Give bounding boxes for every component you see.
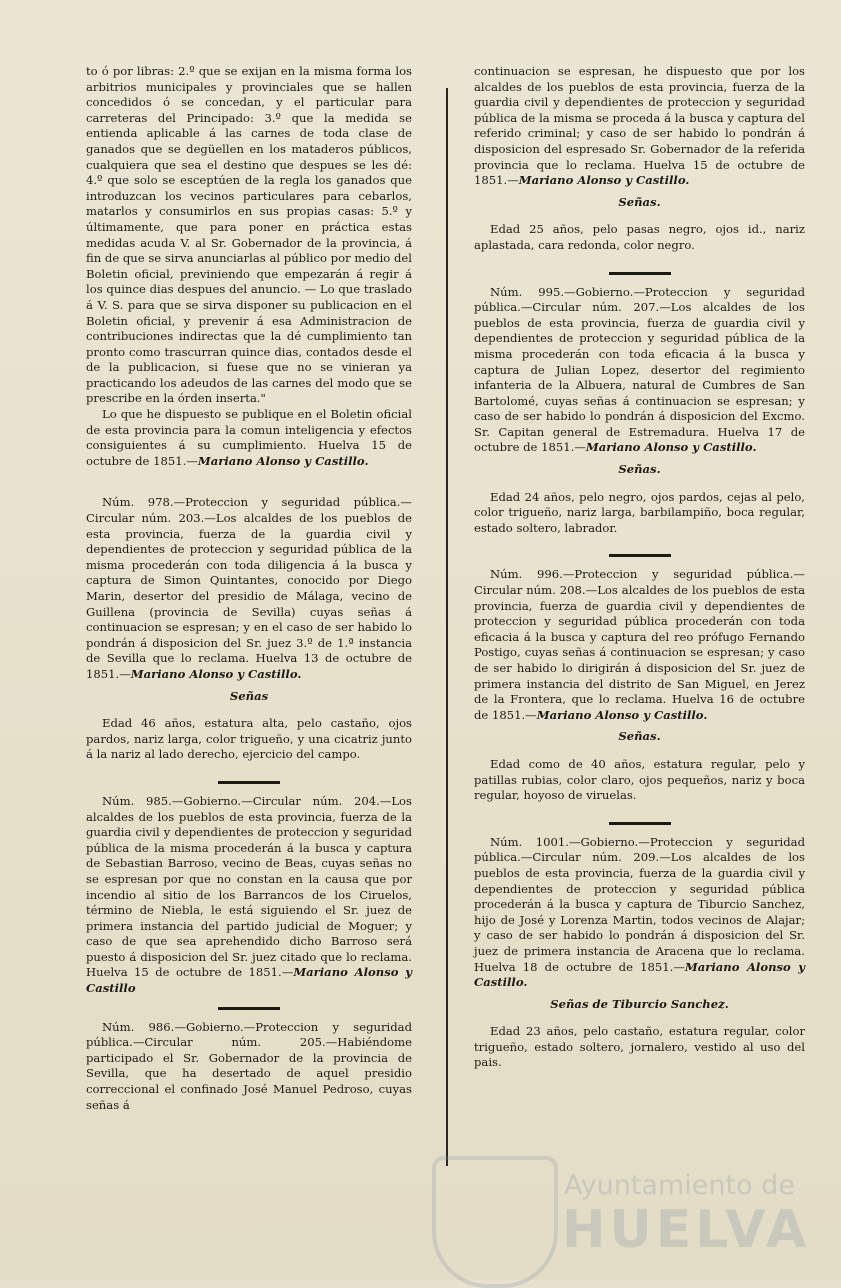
notice-986 <box>86 1020 412 1114</box>
notice-986-cont-text <box>474 64 805 189</box>
notice-986-continued <box>474 64 805 254</box>
notice-995-senas: Edad 24 años, pelo negro, ojos pardos, cejas al pelo, color trigueño, nariz larga, barbilampiño, boca regular, estado soltero, labrador. <box>474 489 805 535</box>
notice-986-text: Núm. 986.—Gobierno.—Proteccion y seguridad pública.—Circular núm. 205.—Habiéndome participado el Sr. Gobernador de la provincia de Sevilla, que ha desertado de aquel presidio correccional el confinado José Manuel Pedroso, cuyas señas á <box>86 1019 412 1112</box>
ayuntamiento-watermark <box>432 1148 812 1280</box>
notice-996-text <box>474 567 805 723</box>
notice-1001-senas: Edad 23 años, pelo castaño, estatura regular, color trigueño, estado soltero, jornalero, vestido al uso del pais. <box>474 1024 805 1070</box>
intro-signature: Mariano Alonso y Castillo. <box>197 453 369 468</box>
coat-of-arms-icon <box>432 1156 558 1288</box>
notice-996-body: Núm. 996.—Proteccion y seguridad pública.—Circular núm. 208.—Los alcaldes de los pueblos de esta provincia, fuerza de guardia civil y dependientes de proteccion y seguridad pública procederán con toda eficacia á la busca y captura del reo prófugo Fernando Postigo, cuyas señas á continuacion se espresan; y caso de ser habido lo dirigirán á disposicion del Sr. juez de primera instancia del distrito de San Miguel, en Jerez de la Frontera, que lo reclama. Huelva 16 de octubre de 1851.— <box>474 567 805 722</box>
notice-995-signature: Mariano Alonso y Castillo. <box>585 440 757 455</box>
intro-closing-text: Lo que he dispuesto se publique en el Boletin oficial de esta provincia para la comun inteligencia y efectos consiguientes á su cumplimiento. Huelva 15 de octubre de 1851.— <box>86 407 412 468</box>
right-column <box>474 64 805 1071</box>
notice-978-senas: Edad 46 años, estatura alta, pelo castaño, ojos pardos, nariz larga, color trigueño, y una cicatriz junto á la nariz al lado derecho, ejercicio del campo. <box>86 716 412 762</box>
notice-995-senas-heading: Señas. <box>618 462 661 477</box>
notice-985-body: Núm. 985.—Gobierno.—Circular núm. 204.—Los alcaldes de los pueblos de esta provincia, fuerza de la guardia civil y dependientes de proteccion y seguridad pública de la misma procederán á la busca y captura de Sebastian Barroso, vecino de Beas, cuyas señas no se espresan por que no constan en la causa que por incendio al sitio de los Barrancos de los Ciruelos, término de Niebla, le está siguiendo el Sr. juez de primera instancia del partido judicial de Moguer; y caso de que sea aprehendido dicho Barroso será puesto á disposicion del Sr. juez citado que lo reclama. Huelva 15 de octubre de 1851.— <box>86 793 412 980</box>
notice-978-body: Núm. 978.—Proteccion y seguridad pública.—Circular núm. 203.—Los alcaldes de los pueblos de esta provincia, fuerza de la guardia civil y dependientes de proteccion y seguridad pública de la misma procederán con toda diligencia á la busca y captura de Simon Quintantes, conocido por Diego Marin, desertor del presidio de Málaga, vecino de Guillena (provincia de Sevilla) cuyas señas á continuacion se espresan; y en el caso de ser habido lo pondrán á disposicion del Sr. juez 3.º de 1.ª instancia de Sevilla que lo reclama. Huelva 13 de octubre de 1851.— <box>86 495 412 681</box>
notice-996-signature: Mariano Alonso y Castillo. <box>536 707 708 722</box>
notice-996-senas: Edad como de 40 años, estatura regular, pelo y patillas rubias, color claro, ojos pequeños, nariz y boca regular, hoyoso de viruelas. <box>474 756 805 803</box>
notice-995-text <box>474 285 805 457</box>
notice-986-senas: Edad 25 años, pelo pasas negro, ojos id., nariz aplastada, cara redonda, color negro. <box>474 222 805 252</box>
column-divider <box>446 88 448 1166</box>
notice-1001-text <box>474 835 805 991</box>
notice-986-cont-body: continuacion se espresan, he dispuesto que por los alcaldes de los pueblos de esta provincia, fuerza de la guardia civil y dependientes de proteccion y seguridad pública de la misma se proceda á la busca y captura del referido criminal; y caso de ser habido lo pondrán á disposicion del espresado Sr. Gobernador de la referida provincia que lo reclama. Huelva 15 de octubre de 1851.— <box>474 64 805 188</box>
watermark-line2: HUELVA <box>562 1200 811 1260</box>
notice-978-signature: Mariano Alonso y Castillo. <box>130 666 302 681</box>
notice-1001-body: Núm. 1001.—Gobierno.—Proteccion y seguridad pública.—Circular núm. 209.—Los alcaldes de los pueblos de esta provincia, fuerza de la guardia civil y dependientes de proteccion y seguridad pública procederán á la busca y captura de Tiburcio Sanchez, hijo de José y Lorenza Martin, todos vecinos de Alajar; y caso de ser habido lo pondrán á disposicion del Sr. juez de primera instancia de Aracena que lo reclama. Huelva 18 de octubre de 1851.— <box>474 834 805 974</box>
notice-985-signature: Mariano Alonso y Castillo <box>86 965 412 996</box>
notice-1001 <box>474 835 805 1071</box>
notice-985 <box>86 794 412 997</box>
intro-paragraph: to ó por libras: 2.º que se exijan en la misma forma los arbitrios municipales y provinciales que se hallen concedidos ó se concedan, y el particular para carreteras del Principado: 3.º que la medida se entienda aplicable á las carnes de toda clase de ganados que se degüellen en los mataderos públicos, cualquiera que sea el destino que despues se les dé: 4.º que solo se esceptúen de la regla los ganados que introduzcan los vecinos particulares para cebarlos, matarlos y consumirlos en sus propias casas: 5.º y últimamente, que para poner en práctica estas medidas acuda V. al Sr. Gobernador de la provincia, á fin de que se sirva anunciarlas al público por medio del Boletin oficial, previniendo que empezarán á regir á los quince dias despues del anuncio. — Lo que traslado á V. S. para que se sirva disponer su publicacion en el Boletin oficial, y prevenir á esa Administracion de contribuciones indirectas que la dé cumplimiento tan pronto como trascurran quince dias, contados desde el de la publicacion, si fuese que no se vinieran ya practicando los adeudos de las carnes del modo que se prescribe en la órden inserta." <box>86 64 412 406</box>
notice-996 <box>474 567 805 803</box>
notice-978-senas-heading: Señas <box>229 688 269 703</box>
notice-1001-senas-heading: Señas de Tiburcio Sanchez. <box>550 996 729 1011</box>
notice-986-signature: Mariano Alonso y Castillo. <box>518 173 690 188</box>
watermark-line1: Ayuntamiento de <box>564 1170 795 1201</box>
intro-closing <box>86 407 412 469</box>
notice-995 <box>474 285 805 537</box>
notice-978-text <box>86 495 412 682</box>
notice-1001-signature: Mariano Alonso y Castillo. <box>474 959 806 990</box>
notice-986-senas-heading: Señas. <box>618 194 661 209</box>
notice-985-text <box>86 794 412 997</box>
notice-996-senas-heading: Señas. <box>618 729 661 744</box>
left-column <box>86 64 412 1113</box>
notice-978 <box>86 495 412 763</box>
notice-995-body: Núm. 995.—Gobierno.—Proteccion y seguridad pública.—Circular núm. 207.—Los alcaldes de los pueblos de esta provincia, fuerza de guardia civil y dependientes de proteccion y seguridad pública de la misma procederán con toda eficacia á la busca y captura de Julian Lopez, desertor del regimiento infanteria de la Albuera, natural de Cumbres de San Bartolomé, cuyas señas á continuacion se espresan; y caso de ser habido lo pondrán á disposicion del Excmo. Sr. Capitan general de Estremadura. Huelva 17 de octubre de 1851.— <box>474 284 805 455</box>
